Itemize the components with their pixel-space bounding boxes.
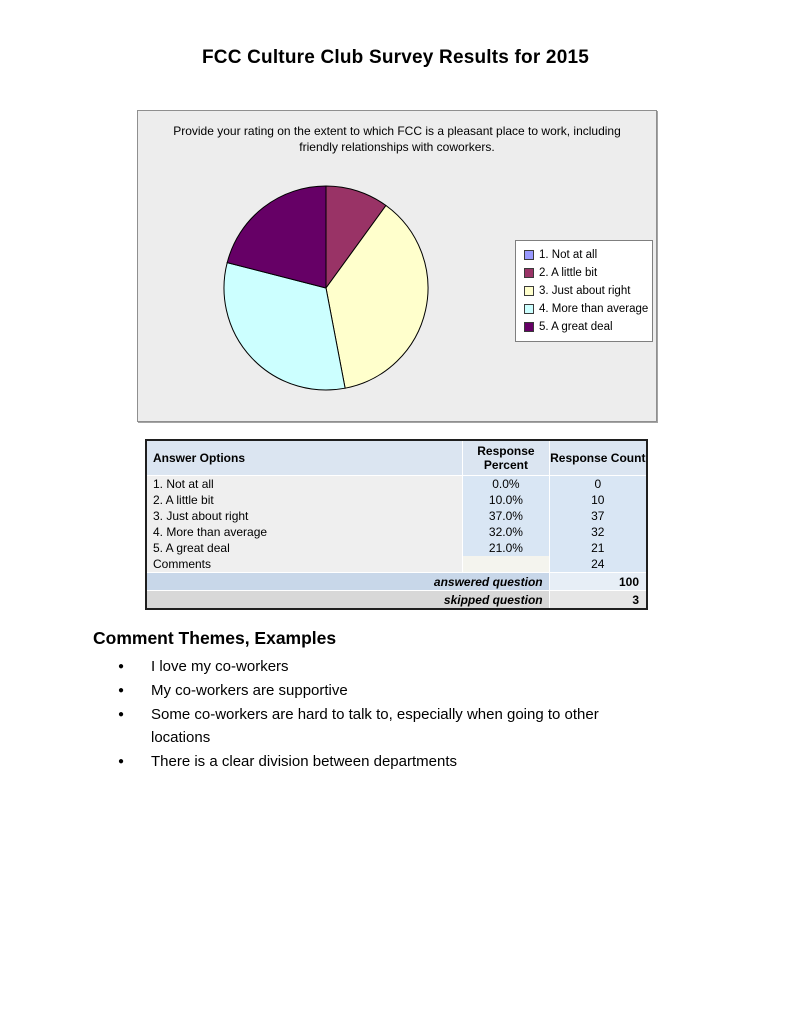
chart-title: Provide your rating on the extent to which FCC is a pleasant place to work, including friendly relationships with coworkers. [173,124,621,154]
legend-item [524,318,648,336]
response-percent-cell [463,556,549,572]
legend-item [524,282,648,300]
legend-swatch-icon [524,322,534,332]
comment-text: There is a clear division between departments [151,753,457,770]
legend-swatch-icon [524,250,534,260]
legend-swatch-icon [524,286,534,296]
comment-text: My co-workers are supportive [151,682,348,699]
comment-list [118,655,640,774]
response-percent-cell: 32.0% [463,524,549,540]
answered-question-label: answered question [147,572,550,590]
bullet-icon: ● [118,709,125,720]
answer-option-cell: 5. A great deal [147,540,463,556]
survey-chart-panel [137,110,657,422]
response-count-cell: 32 [550,524,646,540]
response-count-cell: 10 [550,492,646,508]
bullet-icon: ● [118,661,125,672]
skipped-question-label: skipped question [147,590,550,608]
answer-option-cell: 2. A little bit [147,492,463,508]
list-item [118,679,640,702]
answer-option-cell: 3. Just about right [147,508,463,524]
bullet-icon: ● [118,756,125,767]
table-row [147,524,646,540]
legend-item [524,300,648,318]
legend-item [524,264,648,282]
comments-heading: Comment Themes, Examples [93,628,337,648]
comment-text: Some co-workers are hard to talk to, especially when going to other locations [151,706,599,746]
response-count-cell: 37 [550,508,646,524]
table-row [147,492,646,508]
list-item [118,750,640,773]
response-percent-cell: 37.0% [463,508,549,524]
legend-swatch-icon [524,304,534,314]
legend-label: 3. Just about right [539,285,631,297]
answer-option-cell: Comments [147,556,463,572]
answer-option-cell: 4. More than average [147,524,463,540]
response-percent-cell: 21.0% [463,540,549,556]
table-body [147,476,646,608]
table-header-row [147,441,646,476]
response-percent-cell: 10.0% [463,492,549,508]
col-header-response-count: Response Count [550,441,646,476]
legend-label: 5. A great deal [539,321,613,333]
legend-label: 2. A little bit [539,267,598,279]
col-header-answer-options: Answer Options [147,441,463,476]
comment-text: I love my co-workers [151,658,289,675]
skipped-question-row [147,590,646,608]
response-percent-cell: 0.0% [463,476,549,492]
answered-question-value: 100 [550,572,646,590]
answer-option-cell: 1. Not at all [147,476,463,492]
answered-question-row [147,572,646,590]
col-header-response-percent: Response Percent [463,441,549,476]
list-item [118,655,640,678]
response-count-cell: 24 [550,556,646,572]
table-row [147,556,646,572]
skipped-question-value: 3 [550,590,646,608]
response-count-cell: 21 [550,540,646,556]
bullet-icon: ● [118,685,125,696]
response-count-cell: 0 [550,476,646,492]
legend-swatch-icon [524,268,534,278]
table-row [147,540,646,556]
list-item [118,703,640,749]
page-title: FCC Culture Club Survey Results for 2015 [201,47,590,68]
table-row [147,508,646,524]
legend-label: 4. More than average [539,303,649,315]
chart-legend [515,240,653,342]
legend-item [524,246,648,264]
legend-label: 1. Not at all [539,249,598,261]
results-table [145,439,648,610]
table-row [147,476,646,492]
